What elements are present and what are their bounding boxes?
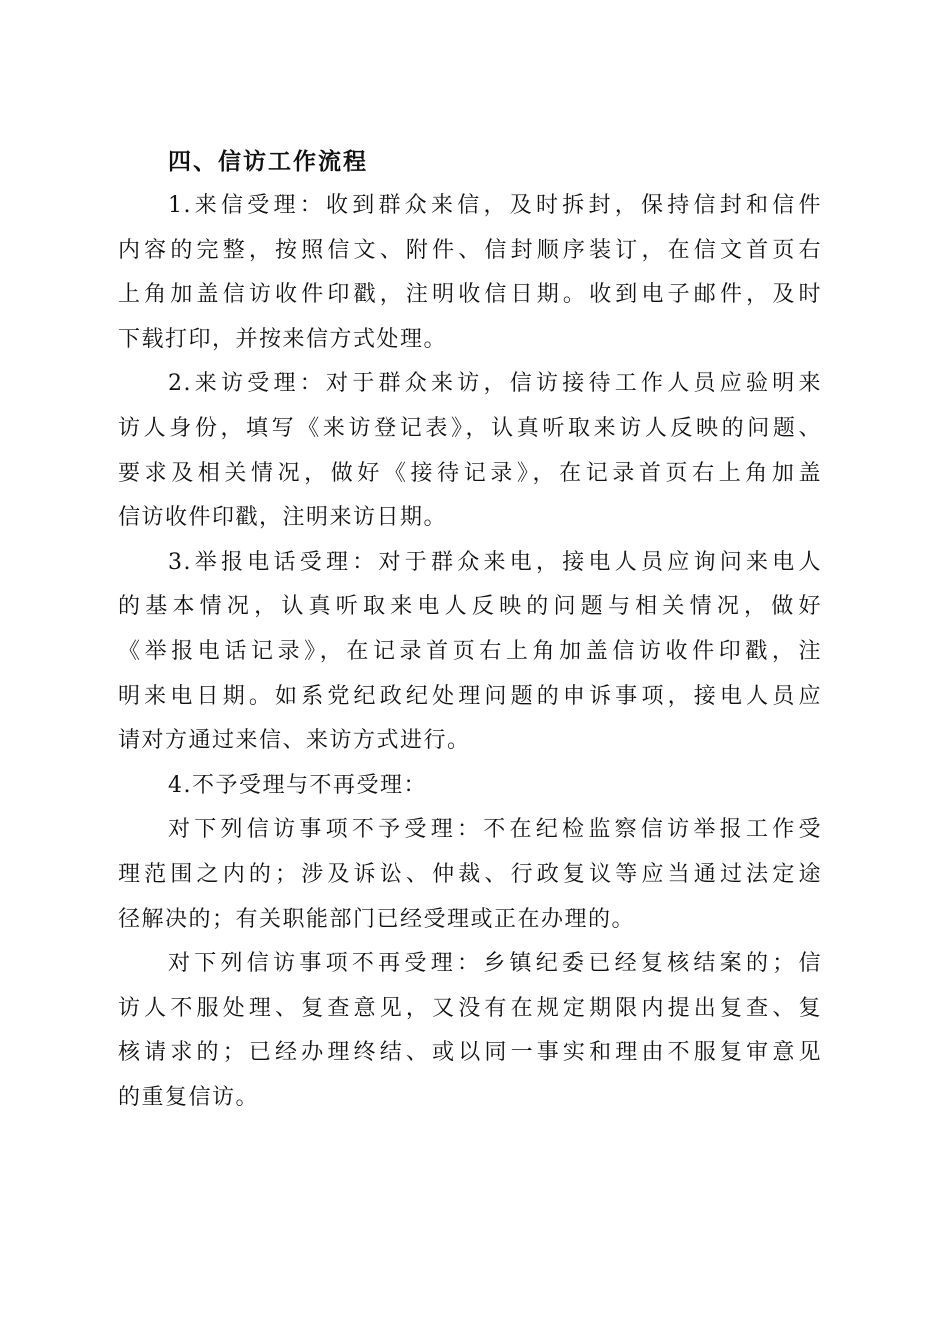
paragraph [118, 808, 822, 942]
paragraph-line: 请对方通过来信、来访方式进行。 [118, 728, 471, 754]
paragraph-line: 4.不予受理与不再受理： [168, 772, 427, 798]
paragraph-line: 3.举报电话受理：对于群众来电，接电人员应询问来电人 [168, 549, 822, 575]
paragraph-line: 对下列信访事项不再受理：乡镇纪委已经复核结案的；信 [168, 951, 822, 977]
paragraph-line: 的重复信访。 [118, 1084, 260, 1110]
paragraph-line: 要求及相关情况，做好《接待记录》，在记录首页右上角加盖 [118, 460, 822, 486]
paragraph [118, 942, 822, 1120]
paragraph-line: 下载打印，并按来信方式处理。 [118, 326, 448, 352]
paragraph-line: 访人不服处理、复查意见，又没有在规定期限内提出复查、复 [118, 995, 822, 1021]
paragraph [118, 184, 822, 362]
paragraph-line: 核请求的；已经办理终结、或以同一事实和理由不服复审意见 [118, 1040, 822, 1066]
document-body [118, 140, 822, 1120]
paragraph-list [118, 184, 822, 1120]
paragraph-line: 的基本情况，认真听取来电人反映的问题与相关情况，做好 [118, 594, 822, 620]
paragraph-line: 《举报电话记录》，在记录首页右上角加盖信访收件印戳，注 [118, 638, 822, 664]
paragraph-line: 内容的完整，按照信文、附件、信封顺序装订，在信文首页右 [118, 237, 822, 263]
paragraph-line: 访人身份，填写《来访登记表》，认真听取来访人反映的问题、 [118, 415, 822, 441]
paragraph [118, 764, 822, 809]
paragraph-line: 理范围之内的；涉及诉讼、仲裁、行政复议等应当通过法定途 [118, 861, 822, 887]
paragraph-line: 2.来访受理：对于群众来访，信访接待工作人员应验明来 [168, 371, 822, 397]
section-heading: 四、信访工作流程 [168, 149, 368, 175]
paragraph-line: 1.来信受理：收到群众来信，及时拆封，保持信封和信件 [168, 193, 822, 218]
paragraph-line: 上角加盖信访收件印戳，注明收信日期。收到电子邮件，及时 [118, 282, 822, 308]
paragraph [118, 541, 822, 764]
paragraph-line: 径解决的；有关职能部门已经受理或正在办理的。 [118, 906, 636, 932]
paragraph-line: 对下列信访事项不予受理：不在纪检监察信访举报工作受 [168, 817, 822, 843]
paragraph-line: 信访收件印戳，注明来访日期。 [118, 505, 448, 531]
paragraph [118, 362, 822, 540]
paragraph-line: 明来电日期。如系党纪政纪处理问题的申诉事项，接电人员应 [118, 683, 822, 709]
